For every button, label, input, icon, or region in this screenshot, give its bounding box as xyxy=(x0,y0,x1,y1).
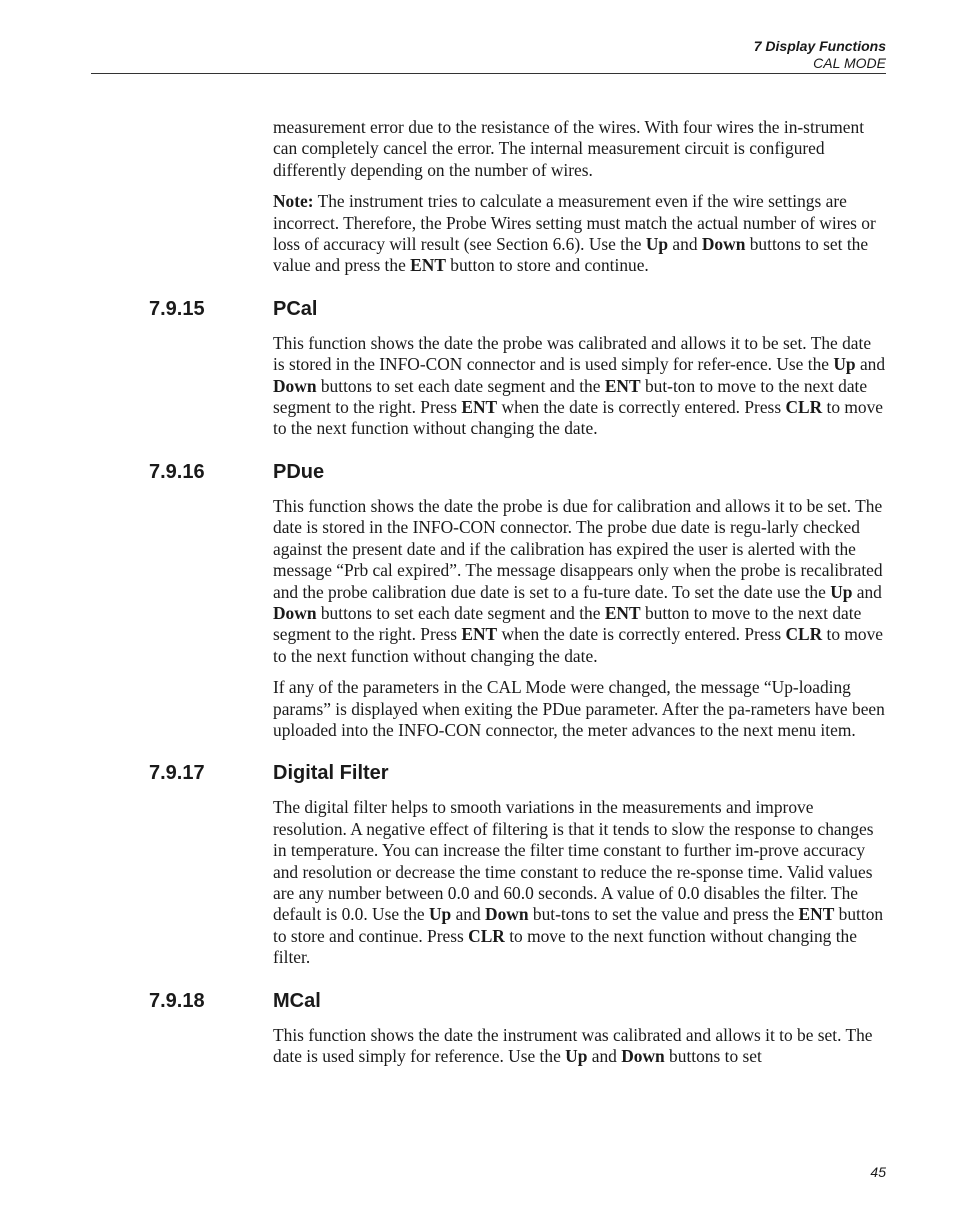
section-title: PDue xyxy=(273,460,325,483)
page-body xyxy=(149,117,886,1077)
section-number: 7.9.18 xyxy=(149,989,205,1012)
section-title: PCal xyxy=(273,297,318,320)
running-header xyxy=(754,38,886,72)
pdue-paragraph: This function shows the date the probe is due for calibration and allows it to be set. The date is stored in the INFO-CON connector. The probe due date is regu-larly checked against the present date and if the calibration has expired the user is alerted with the message “Prb cal expired”. The message disappears only when the probe is recalibrated and the probe calibration due date is set to a fu-ture date. To set the date use the Up and Down buttons to set each date segment and the ENT button to move to the next date segment to the right. Press ENT when the date is correctly entered. Press CLR to move to the next function without changing the date. xyxy=(273,495,884,666)
pcal-paragraph: This function shows the date the probe was calibrated and allows it to be set. The date is stored in the INFO-CON connector and is used simply for refer-ence. Use the Up and Down buttons to set each date segment and the ENT but-ton to move to the next date segment to the right. Press ENT when the date is correctly entered. Press CLR to move to the next function without changing the date. xyxy=(273,332,886,439)
header-chapter: 7 Display Functions xyxy=(753,38,886,54)
section-title: Digital Filter xyxy=(273,762,389,785)
section-number: 7.9.15 xyxy=(149,297,205,320)
page-number: 45 xyxy=(870,1164,886,1180)
intro-paragraph: measurement error due to the resistance of the wires. With four wires the in-strument can completely cancel the error. The internal measurement circuit is configured differently depending on the number of wires. xyxy=(273,117,865,180)
section-heading-digital-filter xyxy=(149,761,886,785)
note-paragraph: Note: The instrument tries to calculate a measurement even if the wire settings are incorrect. Therefore, the Probe Wires setting must match the actual number of wires or loss of accuracy will result (see Section 6.6). Use the Up and Down buttons to set the value and press the ENT button to store and continue. xyxy=(273,191,876,276)
section-title: MCal xyxy=(273,989,321,1012)
section-heading-pcal xyxy=(149,297,886,321)
digital-filter-paragraph: The digital filter helps to smooth variations in the measurements and improve resolution. A negative effect of filtering is that it tends to slow the response to changes in temperature. You can increase the filter time constant to further im-prove accuracy and resolution or decrease the time constant to reduce the re-sponse time. Valid values are any number between 0.0 and 60.0 seconds. A value of 0.0 disables the filter. The default is 0.0. Use the Up and Down but-tons to set the value and press the ENT button to store and continue. Press CLR to move to the next function without changing the filter. xyxy=(273,797,884,968)
header-section: CAL MODE xyxy=(813,55,886,71)
section-heading-pdue xyxy=(149,460,886,484)
section-number: 7.9.17 xyxy=(149,762,205,785)
mcal-paragraph: This function shows the date the instrument was calibrated and allows it to be set. The date is used simply for reference. Use the Up and Down buttons to set xyxy=(273,1024,873,1066)
section-heading-mcal xyxy=(149,989,886,1013)
section-number: 7.9.16 xyxy=(149,460,205,483)
pdue-upload-paragraph: If any of the parameters in the CAL Mode were changed, the message “Up-loading params” is displayed when exiting the PDue parameter. After the pa-rameters have been uploaded into the INFO-CON connector, the meter advances to the next menu item. xyxy=(273,677,885,740)
note-label: Note: xyxy=(273,191,314,212)
header-rule xyxy=(91,73,886,74)
